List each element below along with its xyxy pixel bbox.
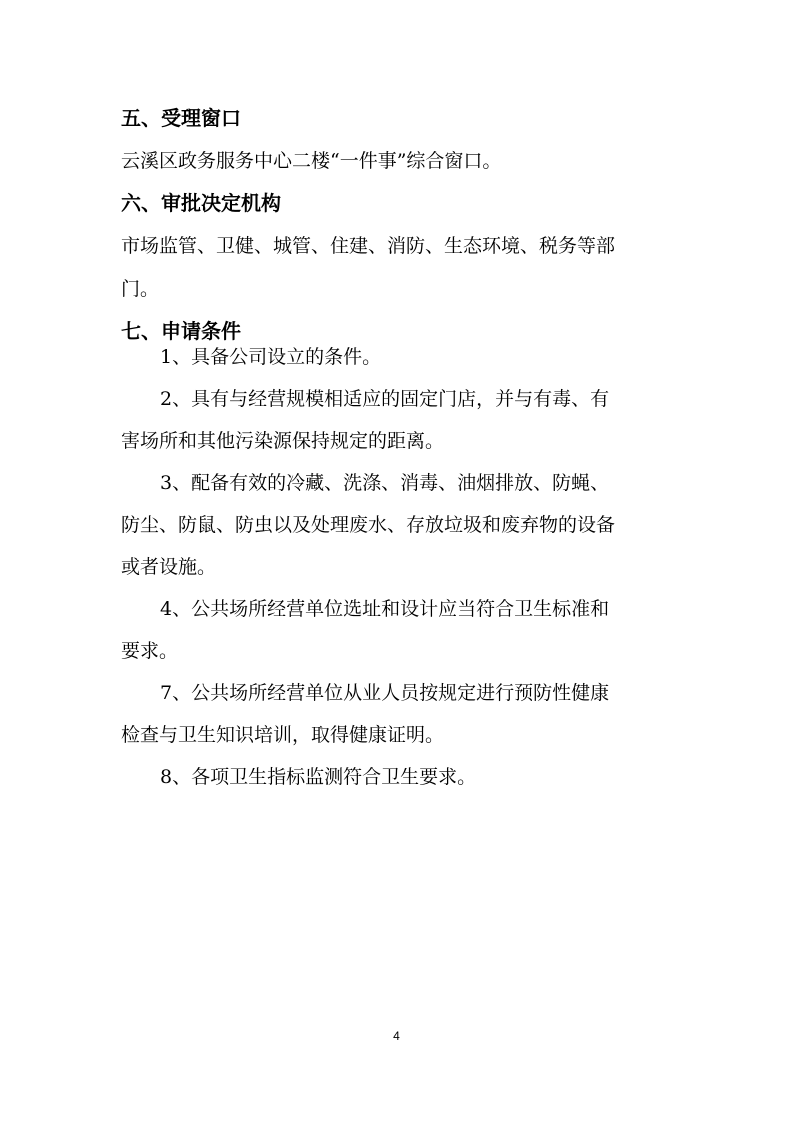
condition-item-7-line2: 检查与卫生知识培训，取得健康证明。 bbox=[121, 724, 445, 746]
section-heading-approval-authority: 六、审批决定机构 bbox=[121, 191, 281, 215]
section-body-approval-authority-line1: 市场监管、卫健、城管、住建、消防、生态环境、税务等部 bbox=[121, 235, 616, 257]
condition-item-7-line1: 7、公共场所经营单位从业人员按规定进行预防性健康 bbox=[160, 682, 610, 704]
condition-item-3-line2: 防尘、防鼠、防虫以及处理废水、存放垃圾和废弃物的设备 bbox=[121, 514, 616, 536]
condition-item-3-line3: 或者设施。 bbox=[121, 556, 217, 578]
condition-item-2-line1: 2、具有与经营规模相适应的固定门店，并与有毒、有 bbox=[160, 388, 610, 410]
condition-item-2-line2: 害场所和其他污染源保持规定的距离。 bbox=[121, 430, 445, 452]
section-body-approval-authority-line2: 门。 bbox=[121, 278, 160, 300]
section-heading-application-conditions: 七、申请条件 bbox=[121, 319, 241, 343]
section-body-acceptance-window: 云溪区政务服务中心二楼“一件事”综合窗口。 bbox=[121, 150, 502, 172]
condition-item-8: 8、各项卫生指标监测符合卫生要求。 bbox=[160, 766, 477, 788]
condition-item-3-line1: 3、配备有效的冷藏、洗涤、消毒、油烟排放、防蝇、 bbox=[160, 472, 610, 494]
condition-item-4-line2: 要求。 bbox=[121, 640, 179, 662]
page-number: 4 bbox=[393, 1029, 400, 1043]
condition-item-1: 1、具备公司设立的条件。 bbox=[160, 346, 382, 368]
condition-item-4-line1: 4、公共场所经营单位选址和设计应当符合卫生标准和 bbox=[160, 598, 610, 620]
section-heading-acceptance-window: 五、受理窗口 bbox=[121, 106, 241, 130]
